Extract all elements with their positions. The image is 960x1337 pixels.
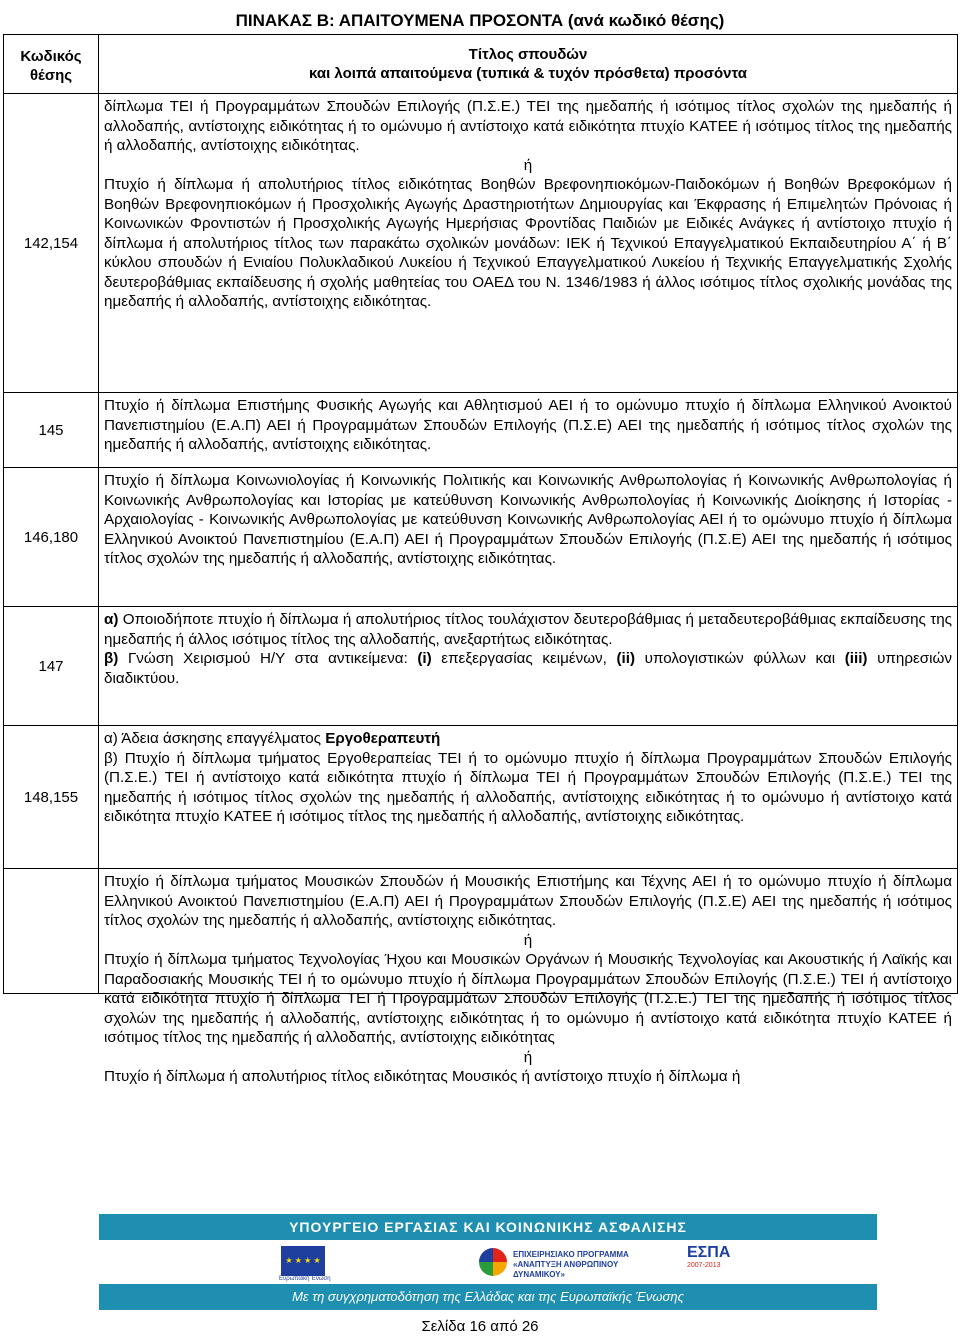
- position-code: [4, 869, 99, 994]
- requirement-text: Πτυχίο ή δίπλωμα τμήματος Μουσικών Σπουδών ή Μουσικής Επιστήμης και Τέχνης ΑΕΙ ή το ομώνυμο πτυχίο ή δίπλωμα Ελληνικού Ανοικτού Πανεπιστημίου (Ε.Α.Π) ΑΕΙ ή Προγραμμάτων Σπουδών Επιλογής (Π.Σ.Ε) ΑΕΙ της ημεδαπής ή ισότιμος τίτλος σχολών της ημεδαπής ή αλλοδαπής, αντίστοιχης ειδικότητας.: [104, 873, 952, 929]
- position-code: 142,154: [4, 94, 99, 393]
- requirement-text: Πτυχίο ή δίπλωμα ή απολυτήριος τίτλος ειδικότητας Μουσικός ή αντίστοιχο πτυχίο ή δίπλωμα ή: [104, 1068, 741, 1085]
- table-row: [4, 393, 958, 468]
- logos-strip: [99, 1240, 877, 1284]
- header-code: Κωδικός θέσης: [4, 35, 99, 94]
- table-header-row: [4, 35, 958, 94]
- requirements-cell: [99, 393, 958, 468]
- table-row: [4, 607, 958, 726]
- table-row: [4, 726, 958, 869]
- requirement-text: Πτυχίο ή δίπλωμα τμήματος Τεχνολογίας Ήχου και Μουσικών Οργάνων ή Μουσικής Τεχνολογίας και Ακουστικής ή Λαϊκής και Παραδοσιακής Μουσικής ΤΕΙ ή το ομώνυμο πτυχίο ή δίπλωμα Προγραμμάτων Σπουδών Επιλογής (Π.Σ.Ε.) ΤΕΙ ή αντίστοιχο κατά ειδικότητα πτυχίο ή δίπλωμα ΤΕΙ ή Προγραμμάτων Σπουδών Επιλογής (Π.Σ.Ε.) ΤΕΙ της ημεδαπής ή ισότιμος τίτλος σχολών της ημεδαπής ή αλλοδαπής, αντίστοιχης ειδικότητας ή το ομώνυμο ή αντίστοιχο κατά ειδικότητα πτυχίο ΚΑΤΕΕ ή ισότιμος τίτλος της ημεδαπής ή αλλοδαπής, αντίστοιχης ειδικότητας: [104, 951, 952, 1046]
- requirement-b: β) Γνώση Χειρισμού Η/Υ στα αντικείμενα: (i) επεξεργασίας κειμένων, (ii) υπολογιστικών φύλλων και (iii) υπηρεσιών διαδικτύου.: [104, 650, 952, 687]
- requirement-text: Πτυχίο ή δίπλωμα Επιστήμης Φυσικής Αγωγής και Αθλητισμού ΑΕΙ ή το ομώνυμο πτυχίο ή δίπλωμα Ελληνικού Ανοικτού Πανεπιστημίου (Ε.Α.Π) ΑΕΙ ή Προγραμμάτων Σπουδών Επιλογής (Π.Σ.Ε) ΑΕΙ της ημεδαπής ή ισότιμος τίτλος σχολών της ημεδαπής ή αλλοδαπής, αντίστοιχης ειδικότητας.: [104, 397, 952, 453]
- eu-flag-icon: ★ ★ ★ ★: [281, 1246, 325, 1276]
- requirements-cell: [99, 607, 958, 726]
- program-name: ΕΠΙΧΕΙΡΗΣΙΑΚΟ ΠΡΟΓΡΑΜΜΑ «ΑΝΑΠΤΥΞΗ ΑΝΘΡΩΠΙΝΟΥ ΔΥΝΑΜΙΚΟΥ»: [513, 1250, 629, 1279]
- table-row: [4, 869, 958, 994]
- requirement-a: α) Άδεια άσκησης επαγγέλματος Εργοθεραπευτή: [104, 730, 441, 747]
- requirement-a: α) Οποιοδήποτε πτυχίο ή δίπλωμα ή απολυτήριος τίτλος τουλάχιστον δευτεροβάθμιας ή μεταδευτεροβάθμιας εκπαίδευσης της ημεδαπής ή άλλος ισότιμος τίτλος της αλλοδαπής, ανεξαρτήτως ειδικότητας.: [104, 611, 952, 648]
- position-code: 146,180: [4, 468, 99, 607]
- cofinance-band: Με τη συγχρηματοδότηση της Ελλάδας και της Ευρωπαϊκής Ένωσης: [99, 1284, 877, 1310]
- page-title: ΠΙΝΑΚΑΣ Β: ΑΠΑΙΤΟΥΜΕΝΑ ΠΡΟΣΟΝΤΑ (ανά κωδικό θέσης): [235, 11, 725, 30]
- eu-caption: Ευρωπαϊκή Ένωση: [279, 1276, 331, 1282]
- requirement-text: δίπλωμα ΤΕΙ ή Προγραμμάτων Σπουδών Επιλογής (Π.Σ.Ε.) ΤΕΙ της ημεδαπής ή ισότιμος τίτλος σχολών της ημεδαπής ή αλλοδαπής, αντίστοιχης ειδικότητας ή το ομώνυμο ή αντίστοιχο κατά ειδικότητα πτυχίο ΚΑΤΕΕ ή ισότιμος τίτλος της ημεδαπής ή αλλοδαπής, αντίστοιχης ειδικότητας.: [104, 98, 952, 154]
- table-row: [4, 468, 958, 607]
- requirements-table: [3, 34, 958, 1085]
- requirement-text: Πτυχίο ή δίπλωμα Κοινωνιολογίας ή Κοινωνικής Πολιτικής και Κοινωνικής Ανθρωπολογίας ή Κοινωνικής Ανθρωπολογίας ή Κοινωνικής Ανθρωπολογίας και Ιστορίας με κατεύθυνση Κοινωνικής Ανθρωπολογίας ή Κοινωνικής Διοίκησης ή Ιστορίας - Αρχαιολογίας - Κοινωνικής Ανθρωπολογίας με κατεύθυνση Κοινωνικής Ανθρωπολογίας ΑΕΙ ή το ομώνυμο πτυχίο ή δίπλωμα Ελληνικού Ανοικτού Πανεπιστημίου (Ε.Α.Π) ΑΕΙ ή Προγραμμάτων Σπουδών Επιλογής (Π.Σ.Ε) ΑΕΙ της ημεδαπής ή ισότιμος τίτλος σχολών της ημεδαπής ή αλλοδαπής, αντίστοιχης ειδικότητας.: [104, 472, 952, 567]
- or-separator: ή: [523, 1048, 533, 1066]
- header-title: Τίτλος σπουδών και λοιπά απαιτούμενα (τυπικά & τυχόν πρόσθετα) προσόντα: [99, 35, 958, 94]
- espa-logo: ΕΣΠΑ 2007-2013: [687, 1244, 731, 1269]
- requirements-cell: [99, 468, 958, 607]
- position-code: 148,155: [4, 726, 99, 869]
- or-separator: ή: [523, 931, 533, 949]
- or-separator: ή: [523, 156, 533, 174]
- footer-banner: [99, 1214, 877, 1310]
- ministry-band: ΥΠΟΥΡΓΕΙΟ ΕΡΓΑΣΙΑΣ ΚΑΙ ΚΟΙΝΩΝΙΚΗΣ ΑΣΦΑΛΙΣΗΣ: [99, 1214, 877, 1240]
- requirements-cell: [99, 94, 958, 393]
- requirement-b: β) Πτυχίο ή δίπλωμα τμήματος Εργοθεραπείας ΤΕΙ ή το ομώνυμο πτυχίο ή δίπλωμα Προγραμμάτων Σπουδών Επιλογής (Π.Σ.Ε.) ΤΕΙ ή αντίστοιχο κατά ειδικότητα πτυχίο ή δίπλωμα ΤΕΙ ή Προγραμμάτων Σπουδών Επιλογής (Π.Σ.Ε.) ΤΕΙ της ημεδαπής ή ισότιμος τίτλος σχολών της ημεδαπής ή αλλοδαπής, αντίστοιχης ειδικότητας ή το ομώνυμο ή αντίστοιχο κατά ειδικότητα πτυχίο ΚΑΤΕΕ ή ισότιμος τίτλος της ημεδαπής ή αλλοδαπής, αντίστοιχης ειδικότητας.: [104, 749, 952, 825]
- page-number: Σελίδα 16 από 26: [421, 1318, 539, 1335]
- position-code: 145: [4, 393, 99, 468]
- program-logo-icon: [479, 1248, 507, 1276]
- position-code: 147: [4, 607, 99, 726]
- requirements-cell: [99, 726, 958, 869]
- requirements-cell: [99, 869, 958, 1085]
- requirement-text: Πτυχίο ή δίπλωμα ή απολυτήριος τίτλος ειδικότητας Βοηθών Βρεφονηπιοκόμων-Παιδοκόμων ή Βοηθών Βρεφοκόμων ή Βοηθών Βρεφονηπιοκόμων ή Προσχολικής Αγωγής Δραστηριοτήτων Δημιουργίας και Έκφρασης ή Επιμελητών Πρόνοιας ή Κοινωνικών Φροντιστών ή Προσχολικής Αγωγής Ημερήσιας Φροντίδας Παιδιών με Ειδικές Ανάγκες ή αντίστοιχο πτυχίο ή δίπλωμα ή απολυτήριος τίτλος των παρακάτω σχολικών μονάδων: ΙΕΚ ή Τεχνικού Επαγγελματικού Εκπαιδευτηρίου Α΄ ή Β΄ κύκλου σπουδών ή Ενιαίου Πολυκλαδικού Λυκείου ή Τεχνικού Επαγγελματικού Λυκείου ή Τεχνικής Επαγγελματικής Σχολής δευτεροβάθμιας εκπαίδευσης ή σχολής μαθητείας του ΟΑΕΔ του Ν. 1346/1983 ή άλλος ισότιμος τίτλος σχολικής μονάδας της ημεδαπής ή αλλοδαπής, αντίστοιχης ειδικότητας.: [104, 176, 952, 310]
- table-row: [4, 94, 958, 393]
